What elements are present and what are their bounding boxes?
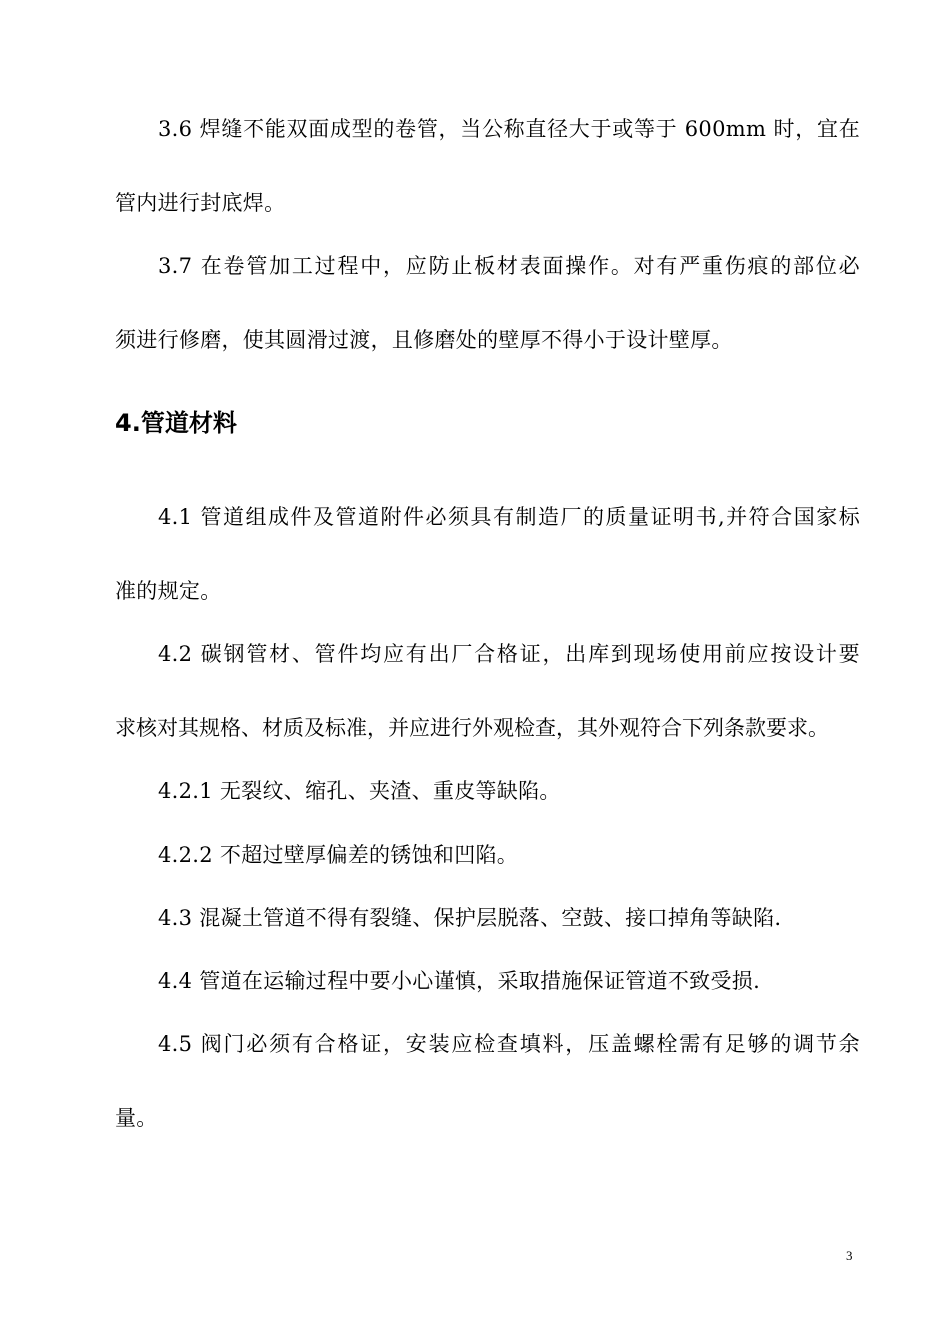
section-heading-4: 4.管道材料 [115,409,237,437]
paragraph-4-2-1: 4.2.1 无裂纹、缩孔、夹渣、重皮等缺陷。 [158,779,561,803]
paragraph-4-5-line-1: 4.5 阀门必须有合格证，安装应检查填料，压盖螺栓需有足够的调节余 [158,1032,860,1056]
paragraph-4-5-line-2: 量。 [115,1106,158,1130]
paragraph-4-1-line-2: 准的规定。 [115,579,222,603]
paragraph-4-4: 4.4 管道在运输过程中要小心谨慎，采取措施保证管道不致受损. [158,969,761,993]
paragraph-3-7-line-2: 须进行修磨，使其圆滑过渡，且修磨处的壁厚不得小于设计壁厚。 [115,328,733,352]
paragraph-4-2-line-1: 4.2 碳钢管材、管件均应有出厂合格证，出库到现场使用前应按设计要 [158,642,860,666]
paragraph-3-7-line-1: 3.7 在卷管加工过程中，应防止板材表面操作。对有严重伤痕的部位必 [158,254,860,278]
paragraph-3-6-line-2: 管内进行封底焊。 [115,191,286,215]
paragraph-3-6-line-1: 3.6 焊缝不能双面成型的卷管，当公称直径大于或等于 600mm 时，宜在 [158,117,860,141]
paragraph-4-2-line-2: 求核对其规格、材质及标准，并应进行外观检查，其外观符合下列条款要求。 [115,716,829,740]
paragraph-4-1-line-1: 4.1 管道组成件及管道附件必须具有制造厂的质量证明书,并符合国家标 [158,505,860,529]
paragraph-4-2-2: 4.2.2 不超过壁厚偏差的锈蚀和凹陷。 [158,843,519,867]
page-number: 3 [846,1248,853,1263]
paragraph-4-3: 4.3 混凝土管道不得有裂缝、保护层脱落、空鼓、接口掉角等缺陷. [158,906,782,930]
